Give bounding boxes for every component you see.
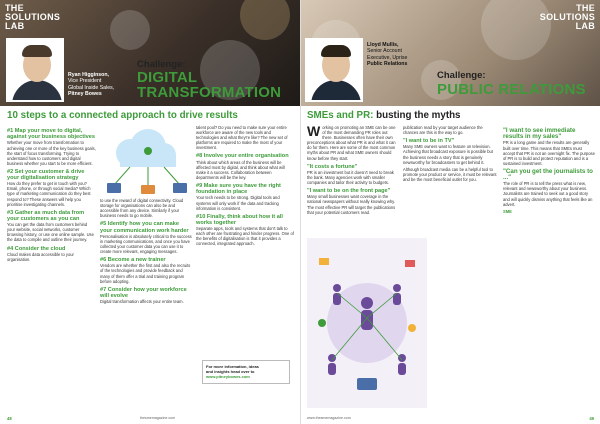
myth-heading: "It costs a fortune" [307, 163, 358, 170]
step-text: Separate apps, tools and systems that don't talk to each other are frustrating and hinder progress. One of the benefits of digitalisation is that it provides a connected, integrated approach. [196, 226, 294, 247]
article-text: The role of PR is to tell the press what is new, relevant and newsworthy about your business. Journalists are trained to seek out a good story and will quickly dismiss anything that feels like an advert. [503, 181, 593, 207]
article-column-3 [503, 125, 595, 410]
page-number: 49 [589, 416, 594, 421]
author-credit: Ryan Higginson, Vice President Global Inside Sales, Pitney Bowes [68, 72, 115, 98]
myth-heading: "I want to be on the front page" [307, 188, 391, 195]
sme-signoff: SME [503, 208, 512, 214]
cloud-network-illustration [100, 125, 192, 195]
solutions-lab-logo: THE SOLUTIONS LAB [539, 3, 595, 31]
step-text: Whether your move from transformation to achieving one or more of the key business goals, the start of focus transforming. Trying to understand how to customers and digital business whether you start to be more efficient. [7, 140, 96, 166]
challenge-label: Challenge: [137, 59, 186, 70]
article-text: Many SME owners want to feature on television. Achieving that broadcast exposure is possible but the business needs a story that is genuinely newsworthy for broadcasters to get behind it. [403, 144, 493, 165]
step-text: Vendors are whether the first and also the recruits of the technologies and provide feedback and many of them offer a trial and training program before adopting. [100, 263, 191, 284]
step-text: Personalisation is absolutely critical to the success in marketing communications, and once you have collected your customer data you can use it to create more relevant, engaging messages. [100, 233, 192, 255]
myth-text: Many small businesses want coverage in the national newspapers without really knowing why. The most effective PR will target the publications that your potential customers read. [307, 194, 396, 215]
step-heading: #3 Gather as much data from your customers as you can [7, 209, 85, 222]
article-column-2 [100, 198, 192, 410]
step-heading: #9 Make sure you have the right foundation in place [196, 183, 281, 196]
author-photo [6, 38, 64, 102]
step-text: You can get the data from customers behind your website, social networks, customer browsing history, or use one online sample. Use the data to compile and outline their journey. [7, 222, 94, 243]
myth-heading: "I want to be in TV" [403, 138, 455, 145]
step-heading: #4 Consider the cloud [7, 245, 66, 252]
step-heading: #6 Become a new trainer [100, 257, 166, 264]
step-text: talent pool? Do you need to make sure your entire workforce are aware of the new tools and technologies and what they're like? The new set of platforms are required to make the most of your investment. [196, 125, 288, 151]
article-text: Although broadcast media can be a helpful tool to promote your product or service, it must be relevant and be the most beneficial outlet for you. [403, 166, 497, 182]
step-heading: #2 Set your customer & drive your digitalisation strategy [7, 168, 85, 182]
step-heading: #8 Involve your entire organisation [196, 153, 289, 160]
step-text: Your tech needs to be strong. Digital tools and systems will only work if the data and tracking information is consistent. [196, 195, 280, 211]
right-page [300, 0, 600, 424]
challenge-label: Challenge: [437, 70, 486, 81]
step-text: Cloud makes data accessible to your organisation. [7, 251, 74, 262]
author-credit: Lloyd Mullis, Senior Account Executive, Uprise Public Relations [367, 42, 408, 68]
article-text: PR is a long game and the results are generally built over time. This means that SMEs must accept that PR is not an overnight fix. The purpose of PR is to build and protect reputation and is a sustained investment. [503, 140, 595, 166]
social-network-illustration [307, 238, 427, 408]
solutions-lab-logo: THE SOLUTIONS LAB [5, 3, 61, 31]
step-text: Digital transformation affects your entire team. [100, 299, 184, 305]
step-text: Think about which areas of the business will be affected most by digital, and think about what will make it a success. Collaboration between departments will be the key. [196, 159, 285, 180]
step-heading: #10 Finally, think about how it all works together [196, 213, 283, 226]
drop-cap: W [307, 125, 321, 139]
myth-heading: "Can you get the journalists to ..." [503, 167, 593, 182]
article-text: publication read by your target audience the chances are this is the way to go. [403, 125, 483, 136]
more-info-box: For more information, ideas and insights head over to www.pitneybowes.com [202, 360, 290, 384]
step-text: How do they prefer to get in touch with you? Email, phone, or through social media? Which type of marketing communication do they best respond to? These answers will help you prioritise investigating channels. [7, 181, 91, 207]
footer-url: www.thesmemagazine.com [307, 416, 351, 420]
step-heading: #1 Map your move to digital, against your business objectives [7, 128, 95, 141]
article-column-2 [403, 125, 499, 255]
website-link[interactable]: www.pitneybowes.com [206, 374, 250, 380]
challenge-title: DIGITAL TRANSFORMATION [137, 69, 282, 101]
intro-text: orking on promoting an SME can be one of the most demanding PR roles out there. Businesses often have their own preconceptions about what PR is and what it can do for them. Here are some of the most common myths about PR and what SME owners should know before they start. [307, 125, 396, 161]
step-heading: #5 Identify how you can make your communication work harder [100, 221, 189, 234]
myth-text: PR is an investment but it doesn't need to break the bank. Many agencies work with smaller companies and tailor their activity to budgets. [307, 169, 394, 186]
article-headline: 10 steps to a connected approach to drive results [7, 110, 238, 121]
challenge-title: PUBLIC RELATIONS [437, 81, 586, 98]
author-photo [305, 38, 363, 102]
step-text: to use the reward of digital connectivity. Cloud storage for organisations can also be and accessible from any device. Similarly if your business needs to go mobile. [100, 198, 184, 219]
article-column-3 [196, 125, 294, 355]
article-headline: SMEs and PR: busting the myths [307, 110, 461, 121]
article-column-1 [7, 125, 96, 410]
page-number: 48 [7, 416, 12, 421]
myth-heading: "I want to see immediate results in my sales" [503, 127, 576, 141]
footer-url: thesmemagazine.com [140, 416, 176, 420]
step-heading: #7 Consider how your workforce will evolve [100, 286, 187, 299]
article-column-1 [307, 125, 399, 235]
